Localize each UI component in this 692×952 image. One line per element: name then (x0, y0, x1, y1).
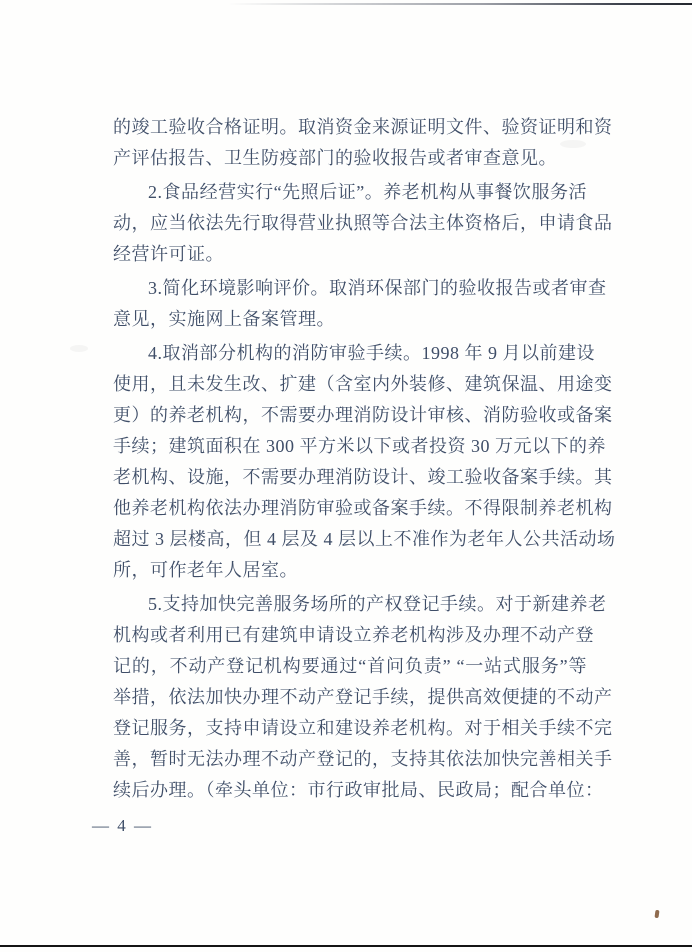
text-line: 登记服务，支持申请设立和建设养老机构。对于相关手续不完 (113, 718, 613, 738)
text-line: 2.食品经营实行“先照后证”。养老机构从事餐饮服务活 (148, 182, 587, 202)
text-line: 更）的养老机构，不需要办理消防设计审核、消防验收或备案 (113, 405, 613, 425)
scan-smudge (70, 345, 88, 352)
text-line: 产评估报告、卫生防疫部门的验收报告或者审查意见。 (113, 148, 557, 168)
text-line: 机构或者利用已有建筑申请设立养老机构涉及办理不动产登 (113, 625, 594, 645)
text-line: 续后办理。（牵头单位：市行政审批局、民政局；配合单位： (113, 780, 604, 800)
text-line: 老机构、设施，不需要办理消防设计、竣工验收备案手续。其 (113, 467, 613, 487)
text-line: 超过 3 层楼高，但 4 层及 4 层以上不准作为老年人公共活动场 (113, 529, 616, 549)
text-line: 他养老机构依法办理消防审验或备案手续。不得限制养老机构 (113, 498, 613, 518)
text-line: 所，可作老年人居室。 (113, 560, 298, 580)
ink-speck (654, 910, 659, 918)
page-number-footer: — 4 — (92, 816, 153, 835)
text-line: 5.支持加快完善服务场所的产权登记手续。对于新建养老 (148, 594, 607, 614)
paragraph (113, 112, 613, 174)
text-line: 意见，实施网上备案管理。 (113, 309, 335, 329)
paragraph (113, 589, 613, 806)
document-text (113, 112, 616, 806)
text-line: 3.简化环境影响评价。取消环保部门的验收报告或者审查 (148, 278, 607, 298)
text-line: 经营许可证。 (113, 244, 224, 264)
text-line: 举措，依法加快办理不动产登记手续，提供高效便捷的不动产 (113, 687, 613, 707)
scan-artifact-top-edge (228, 3, 692, 5)
text-line: 动，应当依法先行取得营业执照等合法主体资格后，申请食品 (113, 213, 613, 233)
text-line: 记的，不动产登记机构要通过“首问负责” “一站式服务”等 (113, 656, 587, 676)
paragraph (113, 177, 613, 270)
text-line: 4.取消部分机构的消防审验手续。1998 年 9 月以前建设 (148, 343, 595, 363)
paragraph (113, 273, 607, 335)
text-line: 善，暂时无法办理不动产登记的，支持其依法加快完善相关手 (113, 749, 613, 769)
paragraph (113, 338, 616, 586)
scan-artifact-bottom-edge (0, 945, 692, 947)
text-line: 使用，且未发生改、扩建（含室内外装修、建筑保温、用途变 (113, 374, 613, 394)
text-line: 的竣工验收合格证明。取消资金来源证明文件、验资证明和资 (113, 117, 613, 137)
text-line: 手续；建筑面积在 300 平方米以下或者投资 30 万元以下的养 (113, 436, 606, 456)
